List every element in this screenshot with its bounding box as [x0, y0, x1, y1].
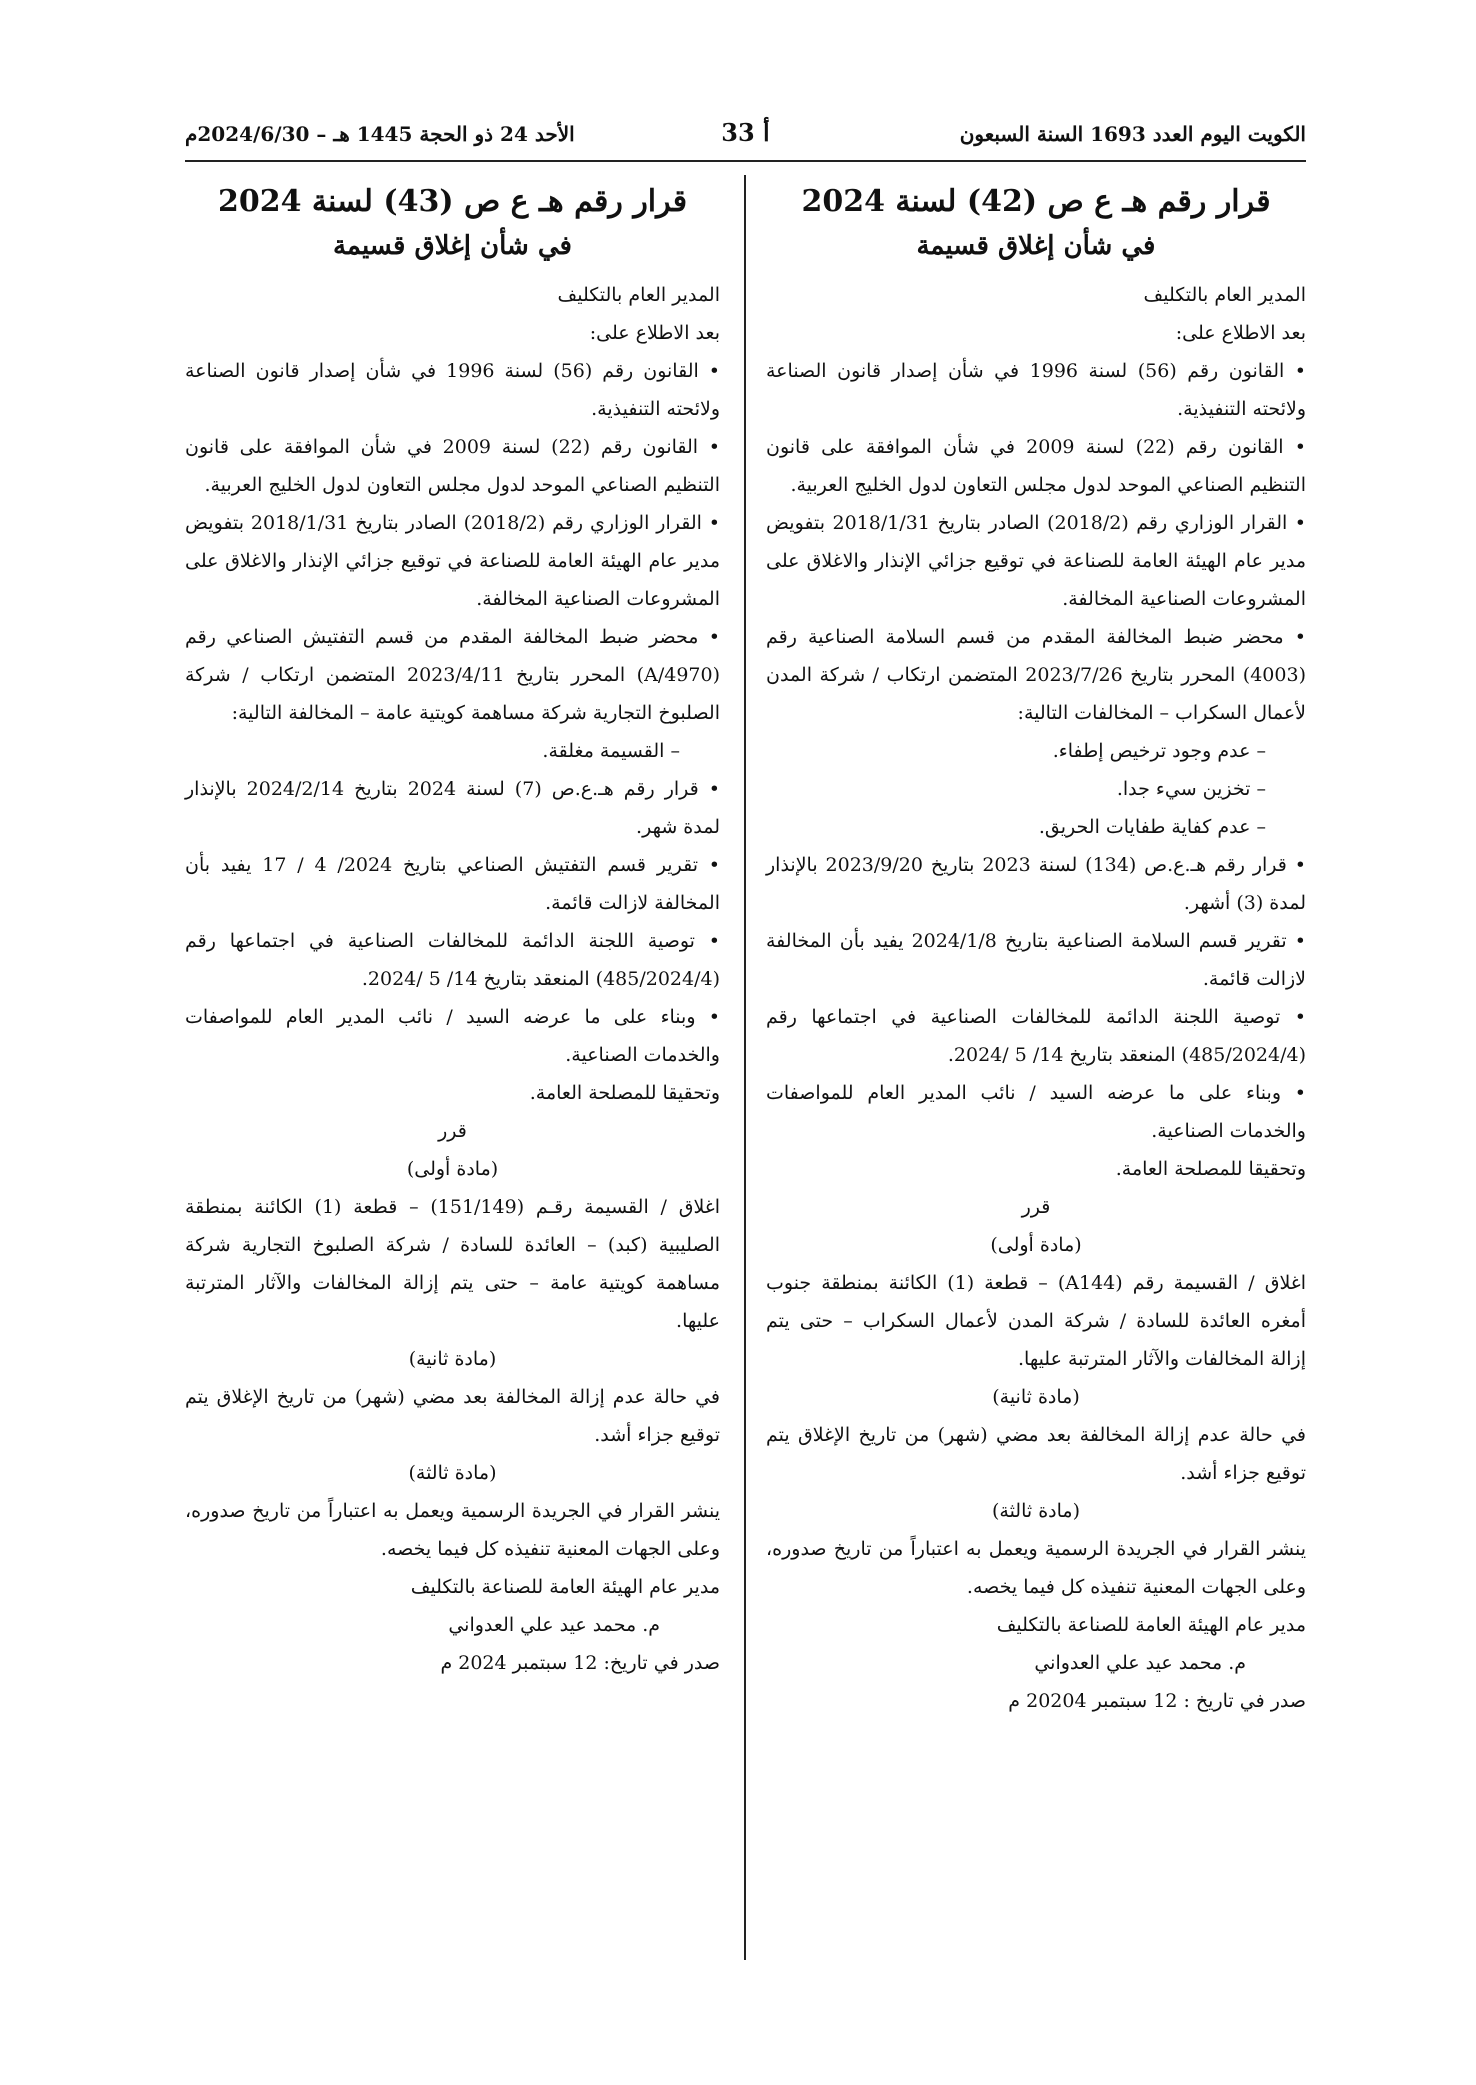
preamble-item: • توصية اللجنة الدائمة للمخالفات الصناعية في اجتماعها رقم (485/2024/4) المنعقد بتاريخ 14/ 5 /2024.	[185, 930, 720, 990]
preamble-item: • القرار الوزاري رقم (2018/2) الصادر بتاريخ 2018/1/31 بتفويض مدير عام الهيئة العامة للصناعة في توقيع جزائي الإنذار والاغلاق على المشروعات الصناعية المخالفة.	[766, 512, 1306, 610]
signatory-name: م. محمد عيد علي العدواني	[448, 1614, 660, 1636]
preamble-item: • القانون رقم (56) لسنة 1996 في شأن إصدار قانون الصناعة ولائحته التنفيذية.	[766, 360, 1307, 420]
preamble-item: • قرار رقم هـ.ع.ص (134) لسنة 2023 بتاريخ 2023/9/20 بالإنذار لمدة (3) أشهر.	[766, 854, 1306, 914]
page-header	[185, 118, 1306, 158]
article-2-label: (مادة ثانية)	[408, 1348, 497, 1370]
violation-item: – عدم وجود ترخيص إطفاء.	[1052, 740, 1266, 762]
issuer: المدير العام بالتكليف	[557, 284, 720, 306]
article-2-text: في حالة عدم إزالة المخالفة بعد مضي (شهر) من تاريخ الإغلاق يتم توقيع جزاء أشد.	[185, 1386, 720, 1446]
decision-subtitle: في شأن إغلاق قسيمة	[916, 231, 1156, 261]
signatory-title: مدير عام الهيئة العامة للصناعة بالتكليف	[410, 1576, 720, 1598]
article-1-text: اغلاق / القسيمة رقم (A144) – قطعة (1) الكائنة بمنطقة جنوب أمغره العائدة للسادة / شركة المدن لأعمال السكراب – حتى يتم إزالة المخالفات والآثار المترتبة عليها.	[766, 1272, 1306, 1370]
header-issue: الكويت اليوم العدد 1693 السنة السبعون	[959, 122, 1306, 146]
issuer: المدير العام بالتكليف	[1143, 284, 1306, 306]
article-1-text: اغلاق / القسيمة رقـم (151/149) – قطعة (1) الكائنة بمنطقة الصليبية (كبد) – العائدة للسادة / شركة الصلبوخ التجارية شركة مساهمة كويتية عامة – حتى يتم إزالة المخالفات والآثار المترتبة عليها.	[185, 1196, 720, 1332]
preamble-item: • محضر ضبط المخالفة المقدم من قسم التفتيش الصناعي رقم (A/4970) المحرر بتاريخ 2023/4/11 المتضمن ارتكاب / شركة الصلبوخ التجارية شركة مساهمة كويتية عامة – المخالفة التالية:	[185, 626, 721, 724]
article-2-label: (مادة ثانية)	[992, 1386, 1080, 1408]
preamble-item: • وبناء على ما عرضه السيد / نائب المدير العام للمواصفات والخدمات الصناعية.	[766, 1082, 1306, 1142]
preamble-item: • توصية اللجنة الدائمة للمخالفات الصناعية في اجتماعها رقم (485/2024/4) المنعقد بتاريخ 14/ 5 /2024.	[766, 1006, 1306, 1066]
preamble-item: • القانون رقم (56) لسنة 1996 في شأن إصدار قانون الصناعة ولائحته التنفيذية.	[185, 360, 721, 420]
article-3-label: (مادة ثالثة)	[408, 1462, 497, 1484]
decision-title: قرار رقم هـ ع ص (42) لسنة 2024	[801, 184, 1271, 219]
issue-date: صدر في تاريخ: 12 سبتمبر 2024 م	[440, 1652, 720, 1674]
public-interest: وتحقيقا للمصلحة العامة.	[529, 1082, 720, 1104]
article-3-text: ينشر القرار في الجريدة الرسمية ويعمل به اعتباراً من تاريخ صدوره، وعلى الجهات المعنية تنفيذه كل فيما يخصه.	[766, 1538, 1306, 1598]
preamble-item: • قرار رقم هـ.ع.ص (7) لسنة 2024 بتاريخ 2024/2/14 بالإنذار لمدة شهر.	[185, 778, 720, 838]
header-rule	[185, 160, 1306, 162]
preamble-item: • وبناء على ما عرضه السيد / نائب المدير العام للمواصفات والخدمات الصناعية.	[185, 1006, 720, 1066]
preamble-item: • تقرير قسم التفتيش الصناعي بتاريخ 2024/ 4 / 17 يفيد بأن المخالفة لازالت قائمة.	[185, 854, 720, 914]
public-interest: وتحقيقا للمصلحة العامة.	[1115, 1158, 1306, 1180]
preamble-item: • تقرير قسم السلامة الصناعية بتاريخ 2024/1/8 يفيد بأن المخالفة لازالت قائمة.	[766, 930, 1306, 990]
article-1-label: (مادة أولى)	[990, 1234, 1082, 1256]
decision-42-column	[766, 180, 1306, 1720]
decision-subtitle: في شأن إغلاق قسيمة	[332, 231, 572, 261]
preamble-item: • القرار الوزاري رقم (2018/2) الصادر بتاريخ 2018/1/31 بتفويض مدير عام الهيئة العامة للصناعة في توقيع جزائي الإنذار والاغلاق على المشروعات الصناعية المخالفة.	[185, 512, 720, 610]
signatory-title: مدير عام الهيئة العامة للصناعة بالتكليف	[996, 1614, 1306, 1636]
decision-title: قرار رقم هـ ع ص (43) لسنة 2024	[217, 184, 688, 219]
header-date: الأحد 24 ذو الحجة 1445 هـ – 2024/6/30م	[185, 122, 575, 146]
decision-43-column	[185, 180, 720, 1682]
issue-date: صدر في تاريخ : 12 سبتمبر 20204 م	[1008, 1690, 1306, 1712]
violation-item: – القسيمة مغلقة.	[542, 740, 680, 762]
preamble-item: • القانون رقم (22) لسنة 2009 في شأن الموافقة على قانون التنظيم الصناعي الموحد لدول مجلس التعاون لدول الخليج العربية.	[185, 436, 721, 496]
article-2-text: في حالة عدم إزالة المخالفة بعد مضي (شهر) من تاريخ الإغلاق يتم توقيع جزاء أشد.	[766, 1424, 1306, 1484]
signatory-name: م. محمد عيد علي العدواني	[1034, 1652, 1246, 1674]
violation-item: – تخزين سيء جدا.	[1116, 778, 1266, 800]
header-page-number: أ 33	[721, 118, 770, 147]
decided-heading: قرر	[1021, 1196, 1051, 1218]
preamble-item: • القانون رقم (22) لسنة 2009 في شأن الموافقة على قانون التنظيم الصناعي الموحد لدول مجلس التعاون لدول الخليج العربية.	[766, 436, 1307, 496]
article-1-label: (مادة أولى)	[406, 1158, 499, 1180]
preamble-item: • محضر ضبط المخالفة المقدم من قسم السلامة الصناعية رقم (4003) المحرر بتاريخ 2023/7/26 المتضمن ارتكاب / شركة المدن لأعمال السكراب – المخالفات التالية:	[766, 626, 1306, 724]
violation-item: – عدم كفاية طفايات الحريق.	[1038, 816, 1266, 838]
column-divider	[744, 175, 746, 1960]
preamble-intro: بعد الاطلاع على:	[589, 322, 720, 344]
decided-heading: قرر	[438, 1120, 467, 1142]
preamble-intro: بعد الاطلاع على:	[1175, 322, 1306, 344]
article-3-text: ينشر القرار في الجريدة الرسمية ويعمل به اعتباراً من تاريخ صدوره، وعلى الجهات المعنية تنفيذه كل فيما يخصه.	[185, 1500, 720, 1560]
article-3-label: (مادة ثالثة)	[991, 1500, 1081, 1522]
